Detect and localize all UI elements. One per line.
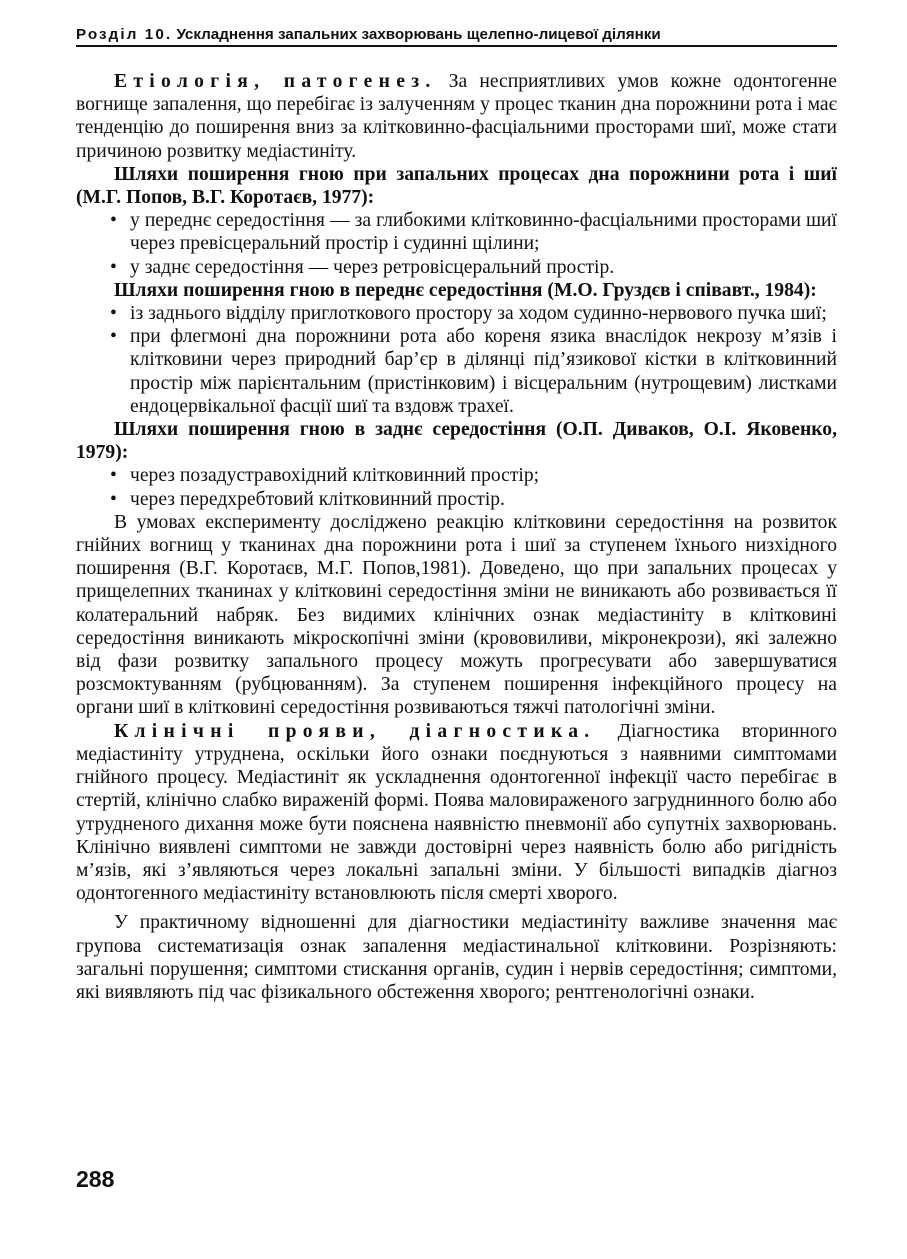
section-label: Розділ 10. [76, 26, 173, 43]
routes-general-list [76, 209, 837, 279]
list-item: • у переднє середостіння — за глибокими клітковинно-фасціальними просторами шиї через превісцеральний простір і судинні щілини; [110, 209, 837, 255]
running-header [76, 25, 836, 45]
clinical-text: Діагностика вторинного медіастиніту утруднена, оскільки його ознаки поєднуються з наявними симптомами гнійного процесу. Медіастиніт як ускладнення одонтогенної інфекції часто перебігає в стертій, клінічно слабко вираженій формі. Поява маловираженого загруднинного болю або утрудненого дихання може бути пояснена наявністю пневмонії або супутніх захворювань. Клінічно виявлені симптоми не завжди достовірні через наявність болю або ригідність м’язів, які з’являються через локальні запальні зміни. У більшості випадків діагноз одонтогенного медіастиніту встановлюють після смерті хворого. [76, 720, 837, 905]
chapter-title: Ускладнення запальних захворювань щелепно-лицевої ділянки [172, 26, 661, 43]
header-rule [76, 45, 837, 47]
clinical-paragraph [76, 720, 837, 906]
list-item: • через передхребтовий клітковинний простір. [110, 488, 837, 511]
routes-posterior-list [76, 464, 837, 510]
body-text [76, 70, 837, 1004]
list-item: • при флегмоні дна порожнини рота або кореня язика внаслідок некрозу м’язів і клітковини через природний бар’єр в ділянці під’язикової кістки в клітковинний простір між парієнтальним (пристінковим) і вісцеральним (нутрощевим) листками ендоцервікальної фасції шиї та вздовж трахеї. [110, 325, 837, 418]
routes-anterior-heading: Шляхи поширення гною в переднє середостіння (М.О. Груздєв і співавт., 1984): [114, 279, 817, 301]
practical-paragraph: У практичному відношенні для діагностики медіастиніту важливе значення має групова систематизація ознак запалення медіастинальної клітковини. Розрізняють: загальні порушення; симптоми стискання органів, судин і нервів середостіння; симптоми, які виявляють під час фізикального обстеження хворого; рентгенологічні ознаки. [76, 912, 837, 1003]
page-number: 288 [76, 1166, 115, 1192]
list-item: • у заднє середостіння — через ретровісцеральний простір. [110, 256, 837, 279]
list-item: • із заднього відділу приглоткового простору за ходом судинно-нервового пучка шиї; [110, 302, 837, 325]
routes-general-heading: Шляхи поширення гною при запальних процесах дна порожнини рота і шиї (М.Г. Попов, В.Г. Коротаєв, 1977): [76, 163, 837, 209]
experiment-paragraph: В умовах експерименту досліджено реакцію клітковини середостіння на розвиток гнійних вогнищ у тканинах дна порожнини рота і шиї за ступенем їхнього низхідного поширення (В.Г. Коротаєв, М.Г. Попов,1981). Доведено, що при запальних процесах у прищелепних тканинах у клітковині середостіння зміни не виникають або розвивається її колатеральний набряк. Без видимих клінічних ознак медіастиніту в клітковині середостіння виникають мікроскопічні зміни (крововиливи, мікронекрози), які залежно від фази розвитку запального процесу можуть прогресувати або завершуватися розсмоктуванням (рубцюванням). За ступенем поширення інфекційного процесу на органи шиї в клітковині середостіння розвиваються тяжчі патологічні зміни. [76, 511, 837, 719]
list-item: • через позадустравохідний клітковинний простір; [110, 464, 837, 487]
routes-posterior-heading: Шляхи поширення гною в заднє середостіння (О.П. Диваков, О.І. Яковенко, 1979): [76, 419, 837, 464]
etiology-paragraph [76, 70, 837, 163]
etiology-text: За несприятливих умов кожне одонтогенне вогнище запалення, що перебігає із залученням у процес тканин дна порожнини рота і має тенденцію до поширення вниз за клітковинно-фасціальними просторами шиї, може стати причиною розвитку медіастиніту. [76, 71, 838, 162]
clinical-lead: Клінічні прояви, діагностика. [114, 720, 596, 742]
routes-anterior-list [76, 302, 837, 418]
etiology-lead: Етіологія, патогенез. [114, 71, 437, 92]
